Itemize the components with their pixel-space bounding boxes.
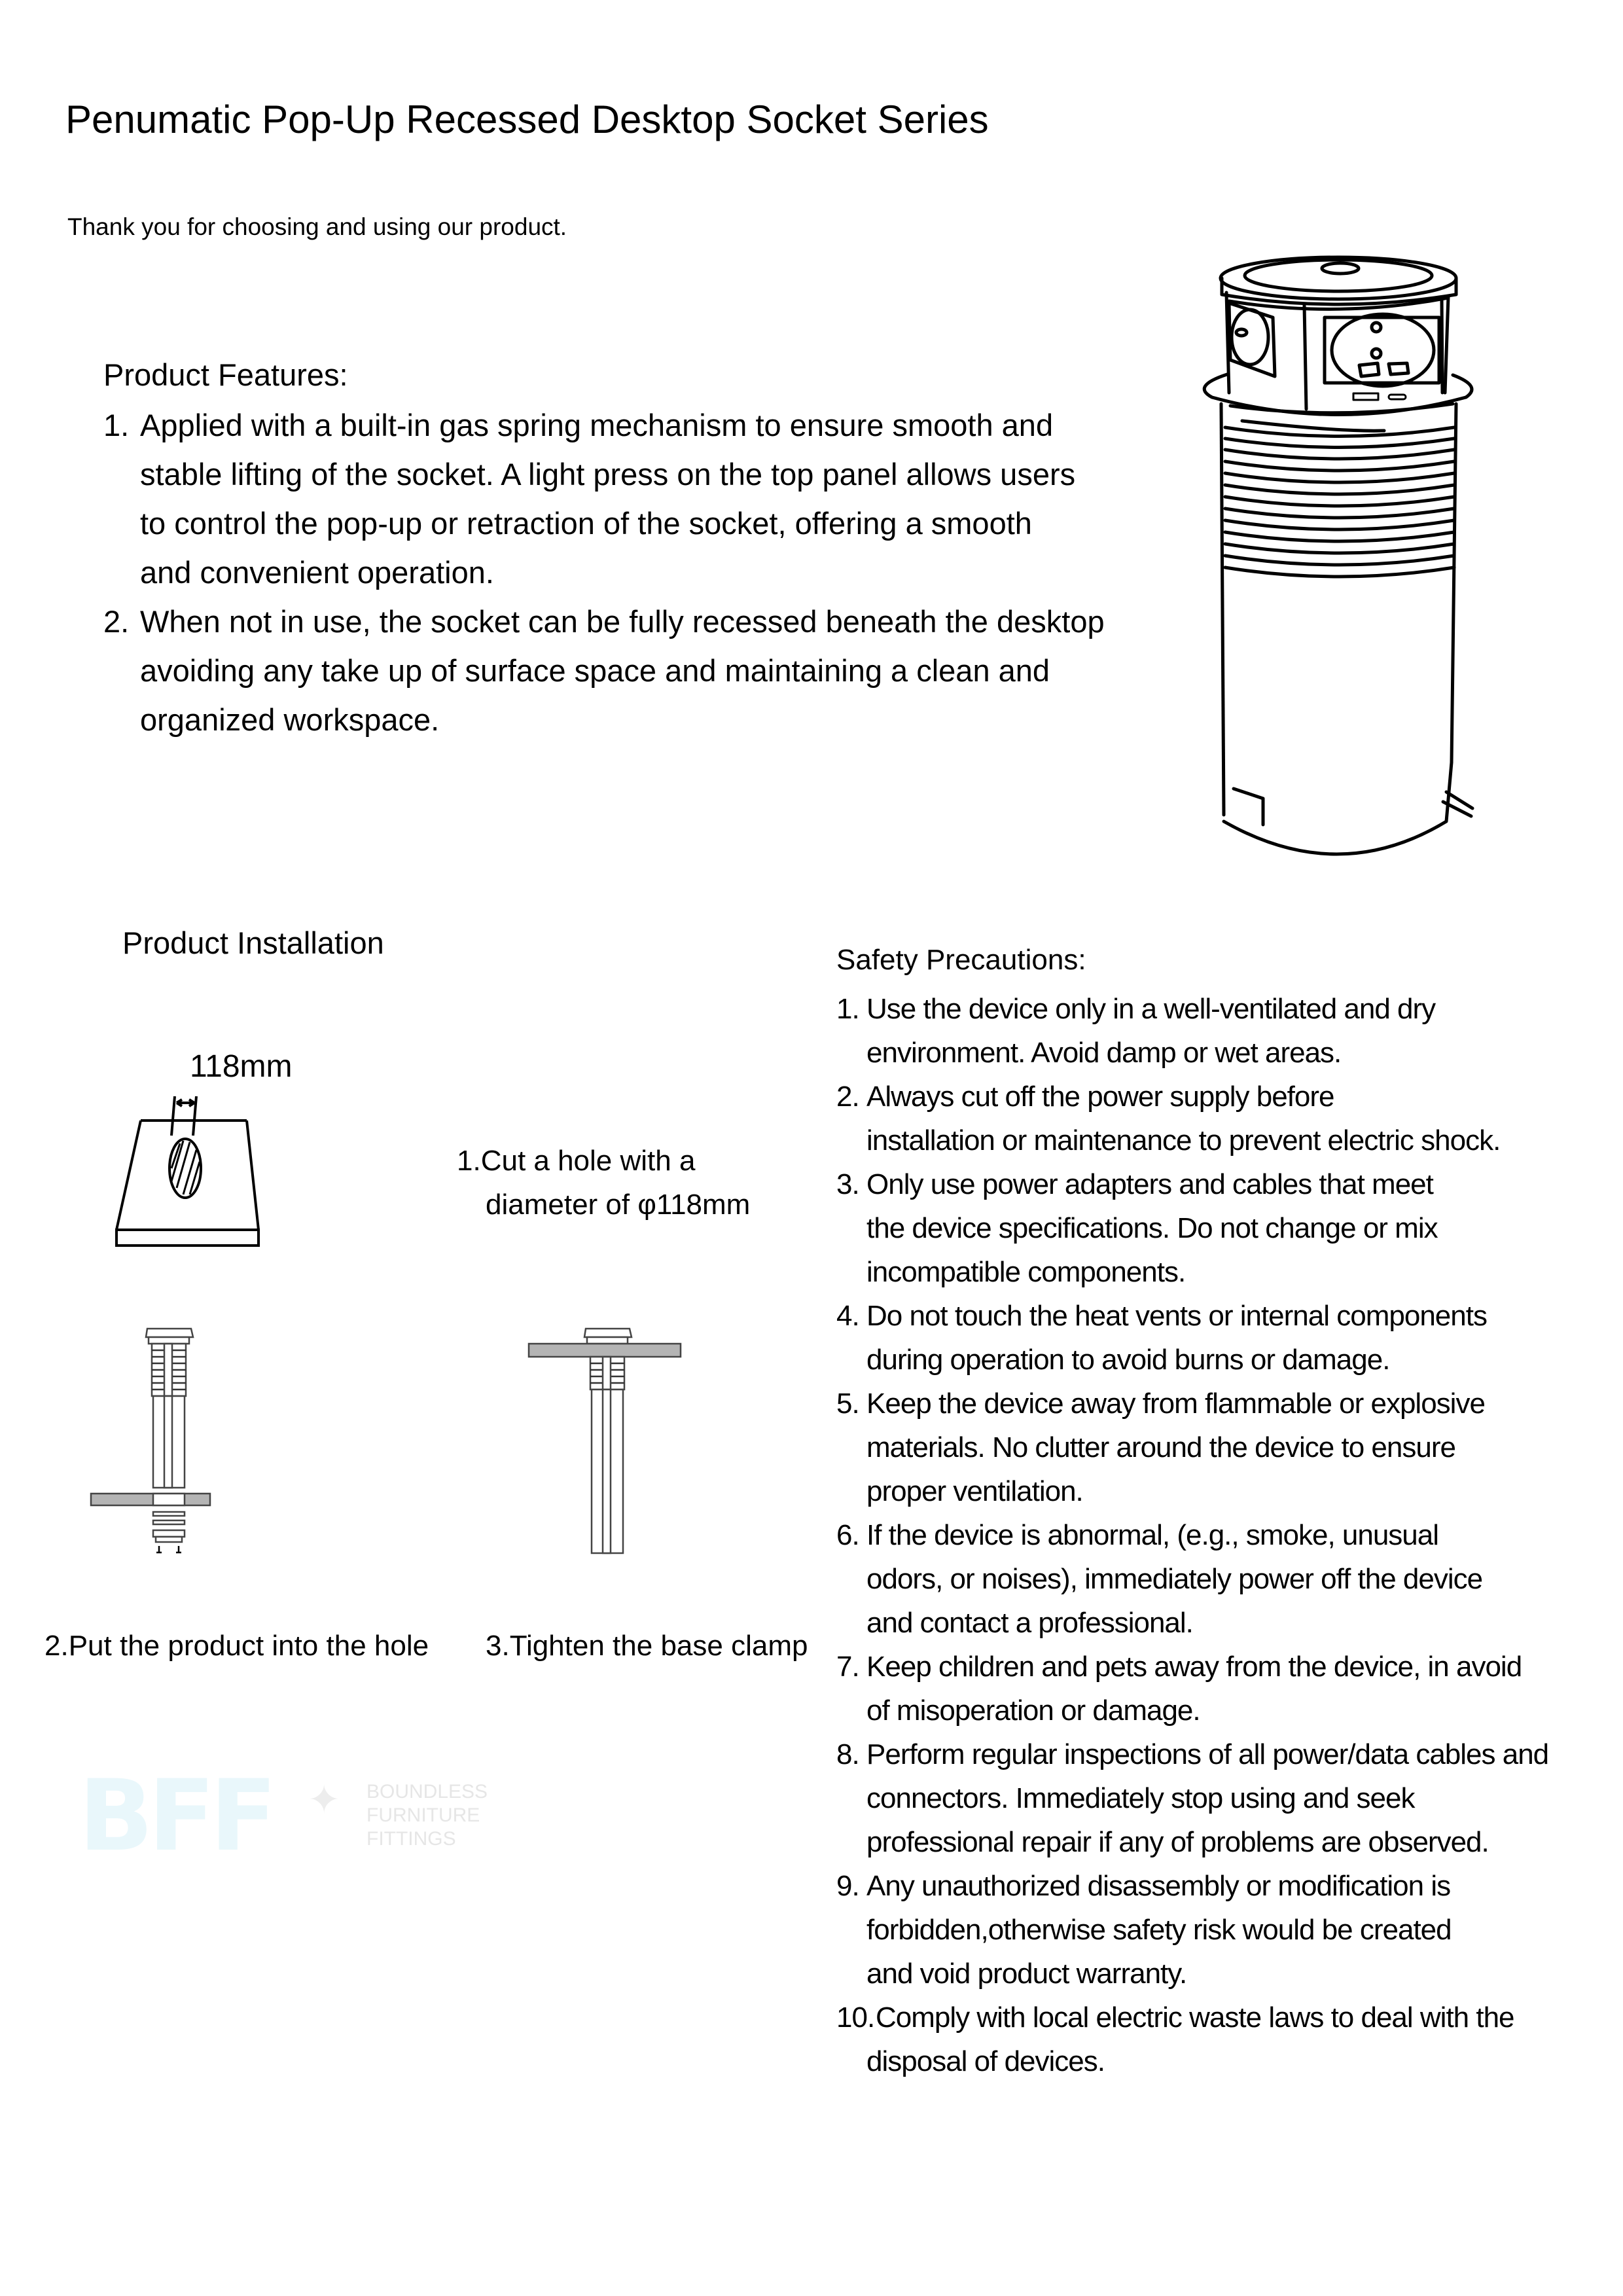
safety-item — [836, 1513, 1622, 1645]
tighten-clamp-diagram — [524, 1329, 785, 1604]
safety-line: environment. Avoid damp or wet areas. — [866, 1037, 1342, 1069]
safety-line: the device specifications. Do not change or mix — [866, 1212, 1438, 1244]
safety-line: Always cut off the power supply before — [866, 1081, 1334, 1113]
safety-line: and contact a professional. — [866, 1607, 1193, 1639]
feature-line: stable lifting of the socket. A light press on the top panel allows users — [140, 457, 1076, 492]
thread-lines — [1225, 427, 1454, 577]
safety-number: 3. — [836, 1168, 859, 1200]
watermark-text-line: BOUNDLESS — [366, 1781, 488, 1803]
watermark-text-line: FURNITURE — [366, 1804, 480, 1826]
installation-heading: Product Installation — [122, 925, 384, 960]
safety-line: Keep children and pets away from the device, in avoid — [866, 1651, 1522, 1683]
safety-heading: Safety Precautions: — [836, 944, 1086, 976]
desk-hole-diagram — [111, 1103, 373, 1273]
safety-list — [836, 987, 1622, 2083]
safety-item — [836, 1162, 1622, 1294]
feature-line: organized workspace. — [140, 702, 440, 737]
safety-line: professional repair if any of problems are observed. — [866, 1826, 1489, 1858]
safety-item — [836, 1075, 1622, 1162]
features-list — [103, 401, 1177, 744]
safety-line: and void product warranty. — [866, 1958, 1187, 1990]
safety-line: during operation to avoid burns or damage. — [866, 1344, 1390, 1376]
safety-line: materials. No clutter around the device to ensure — [866, 1431, 1455, 1463]
feature-line: avoiding any take up of surface space and maintaining a clean and — [140, 653, 1050, 688]
safety-number: 5. — [836, 1388, 859, 1420]
desk-board — [91, 1494, 210, 1505]
safety-line: odors, or noises), immediately power off the device — [866, 1563, 1483, 1595]
safety-line: proper ventilation. — [866, 1475, 1083, 1507]
features-heading: Product Features: — [103, 357, 348, 392]
watermark-logo: BFF — [79, 1759, 272, 1873]
feature-number: 1. — [103, 408, 130, 442]
desk-board — [529, 1344, 681, 1357]
watermark-text-line: FITTINGS — [366, 1828, 456, 1850]
safety-number: 2. — [836, 1081, 859, 1113]
safety-line: If the device is abnormal, (e.g., smoke, unusual — [866, 1519, 1439, 1551]
safety-item — [836, 1382, 1622, 1513]
safety-line: Any unauthorized disassembly or modification is — [866, 1870, 1451, 1902]
feature-item — [103, 597, 1177, 744]
safety-line: installation or maintenance to prevent electric shock. — [866, 1124, 1501, 1157]
safety-number: 1. — [836, 993, 859, 1025]
safety-line: Comply with local electric waste laws to deal with the — [876, 2001, 1514, 2034]
safety-line: Perform regular inspections of all power/data cables and — [866, 1738, 1549, 1770]
intro-text: Thank you for choosing and using our product. — [67, 213, 567, 240]
page-title: Penumatic Pop-Up Recessed Desktop Socket Series — [65, 98, 989, 141]
feature-line: to control the pop-up or retraction of the socket, offering a smooth — [140, 506, 1032, 541]
safety-number: 4. — [836, 1300, 859, 1332]
safety-item — [836, 1294, 1622, 1382]
step-1-line-1: 1.Cut a hole with a — [457, 1145, 696, 1177]
feature-line: and convenient operation. — [140, 555, 494, 590]
safety-line: Only use power adapters and cables that meet — [866, 1168, 1433, 1200]
insert-product-diagram — [85, 1329, 347, 1604]
safety-number: 7. — [836, 1651, 859, 1683]
safety-line: Do not touch the heat vents or internal components — [866, 1300, 1487, 1332]
dimension-label: 118mm — [190, 1049, 293, 1084]
safety-line: disposal of devices. — [866, 2045, 1105, 2077]
feature-line: When not in use, the socket can be fully recessed beneath the desktop — [140, 604, 1105, 639]
safety-number: 9. — [836, 1870, 859, 1902]
feature-line: Applied with a built-in gas spring mechanism to ensure smooth and — [140, 408, 1054, 442]
safety-line: connectors. Immediately stop using and seek — [866, 1782, 1415, 1814]
safety-number: 6. — [836, 1519, 859, 1551]
safety-number: 8. — [836, 1738, 859, 1770]
safety-line: Use the device only in a well-ventilated and dry — [866, 993, 1436, 1025]
safety-item — [836, 1864, 1622, 1996]
step-1-caption — [457, 1139, 750, 1227]
feature-number: 2. — [103, 604, 130, 639]
safety-line: incompatible components. — [866, 1256, 1186, 1288]
feature-item — [103, 401, 1177, 597]
step-2-caption: 2.Put the product into the hole — [45, 1630, 429, 1662]
safety-line: Keep the device away from flammable or explosive — [866, 1388, 1485, 1420]
usb-a-port — [1353, 393, 1378, 400]
safety-item — [836, 1996, 1622, 2083]
safety-line: forbidden,otherwise safety risk would be created — [866, 1914, 1452, 1946]
step-3-caption: 3.Tighten the base clamp — [486, 1630, 808, 1662]
star-icon: ✦ — [308, 1778, 341, 1821]
safety-item — [836, 1645, 1622, 1732]
usb-c-port — [1389, 395, 1406, 399]
safety-line: of misoperation or damage. — [866, 1695, 1200, 1727]
safety-item — [836, 987, 1622, 1075]
pop-up-socket-illustration — [1198, 252, 1538, 920]
front-outlet-socket — [1332, 314, 1434, 386]
safety-number: 10. — [836, 2001, 875, 2034]
step-1-line-2: diameter of φ118mm — [486, 1189, 751, 1221]
safety-item — [836, 1732, 1622, 1864]
side-outlet — [1232, 310, 1268, 365]
